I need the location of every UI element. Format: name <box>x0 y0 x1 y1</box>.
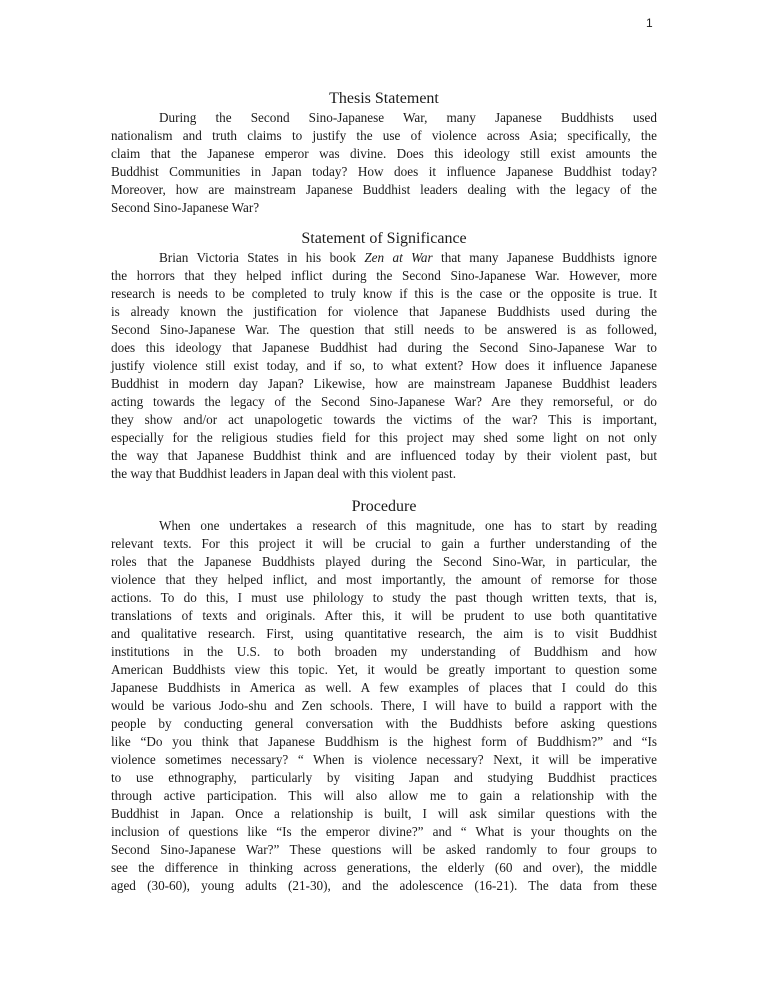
text-line: nationalism and truth claims to justify the use of violence across Asia; specifically, the <box>111 128 657 143</box>
text-line: justify violence still exist today, and if so, to what extent? How does it influence Japanese <box>111 358 657 373</box>
text-line: and qualitative research. First, using quantitative research, the aim is to visit Buddhist <box>111 626 657 641</box>
text-line: institutions in the U.S. to both broaden my understanding of Buddhism and how <box>111 644 657 659</box>
text-line: especially for the religious studies field for this project may shed some light on not only <box>111 430 657 445</box>
text-line: Buddhist in modern day Japan? Likewise, how are mainstream Japanese Buddhist leaders <box>111 376 657 391</box>
text-line: the way that Japanese Buddhist think and are influenced today by their violent past, but <box>111 448 657 463</box>
text-line: is already known the justification for violence that Japanese Buddhists used during the <box>111 304 657 319</box>
text-line: actions. To do this, I must use philology to study the past though written texts, that is, <box>111 590 657 605</box>
text-line: to use ethnography, particularly by visiting Japan and studying Buddhist practices <box>111 770 657 785</box>
text-line <box>111 249 657 267</box>
text-line: the way that Buddhist leaders in Japan deal with this violent past. <box>111 466 457 481</box>
text-line: Moreover, how are mainstream Japanese Buddhist leaders dealing with the legacy of the <box>111 182 657 197</box>
text-line: Second Sino-Japanese War. The question that still needs to be answered is as followed, <box>111 322 657 337</box>
text-line: Buddhist Communities in Japan today? How does it influence Japanese Buddhist today? <box>111 164 657 179</box>
heading-thesis-statement: Thesis Statement <box>329 90 439 107</box>
text-line: violence sometimes necessary? “ When is violence necessary? Next, it will be imperative <box>111 752 657 767</box>
text-line: Japanese Buddhists in America as well. A few examples of places that I could do this <box>111 680 657 695</box>
heading-procedure: Procedure <box>351 498 417 515</box>
text-line: violence that they helped inflict, and most importantly, the amount of remorse for those <box>111 572 657 587</box>
text-line: Buddhist in Japan. Once a relationship is built, I will ask similar questions with the <box>111 806 657 821</box>
document-body <box>111 89 657 895</box>
text-line: relevant texts. For this project it will be crucial to gain a further understanding of the <box>111 536 657 551</box>
paragraph-thesis <box>111 109 657 217</box>
text-line: see the difference in thinking across generations, the elderly (60 and over), the middle <box>111 860 657 875</box>
text-line: Second Sino-Japanese War? <box>111 200 260 215</box>
heading-statement-of-significance: Statement of Significance <box>301 230 467 247</box>
text-line: they show and/or act unapologetic towards the victims of the war? This is important, <box>111 412 657 427</box>
text-line: roles that the Japanese Buddhists played during the Second Sino-War, in particular, the <box>111 554 657 569</box>
text-line: like “Do you think that Japanese Buddhism is the highest form of Buddhism?” and “Is <box>111 734 657 749</box>
text-line: translations of texts and originals. After this, it will be prudent to use both quantitative <box>111 608 657 623</box>
text-line: claim that the Japanese emperor was divine. Does this ideology still exist amounts the <box>111 146 657 161</box>
text-line: would be various Jodo-shu and Zen schools. There, I will have to build a rapport with the <box>111 698 657 713</box>
text-line: aged (30-60), young adults (21-30), and the adolescence (16-21). The data from these <box>111 878 657 893</box>
text-line: through active participation. This will also allow me to gain a relationship with the <box>111 788 657 803</box>
text-line: does this ideology that Japanese Buddhist had during the Second Sino-Japanese War to <box>111 340 657 355</box>
text-line: Second Sino-Japanese War?” These questions will be asked randomly to four groups to <box>111 842 657 857</box>
text-line: people by conducting general conversation with the Buddhists before asking questions <box>111 716 657 731</box>
text-line: inclusion of questions like “Is the emperor divine?” and “ What is your thoughts on the <box>111 824 657 839</box>
text-line: When one undertakes a research of this magnitude, one has to start by reading <box>159 518 657 533</box>
text-line: research is needs to be completed to truly know if this is the case or the opposite is true. It <box>111 286 657 301</box>
text-segment: Brian Victoria States in his book <box>159 250 365 265</box>
paragraph-procedure <box>111 517 657 895</box>
text-segment: that many Japanese Buddhists ignore <box>432 250 658 265</box>
text-line: acting towards the legacy of the Second Sino-Japanese War? Are they remorseful, or do <box>111 394 657 409</box>
text-line: During the Second Sino-Japanese War, many Japanese Buddhists used <box>159 110 657 125</box>
book-title: Zen at War <box>364 250 433 265</box>
page-number: 1 <box>646 16 653 30</box>
text-line: American Buddhists view this topic. Yet, it would be greatly important to question some <box>111 662 657 677</box>
text-line: the horrors that they helped inflict during the Second Sino-Japanese War. However, more <box>111 268 657 283</box>
paragraph-significance <box>111 249 657 483</box>
